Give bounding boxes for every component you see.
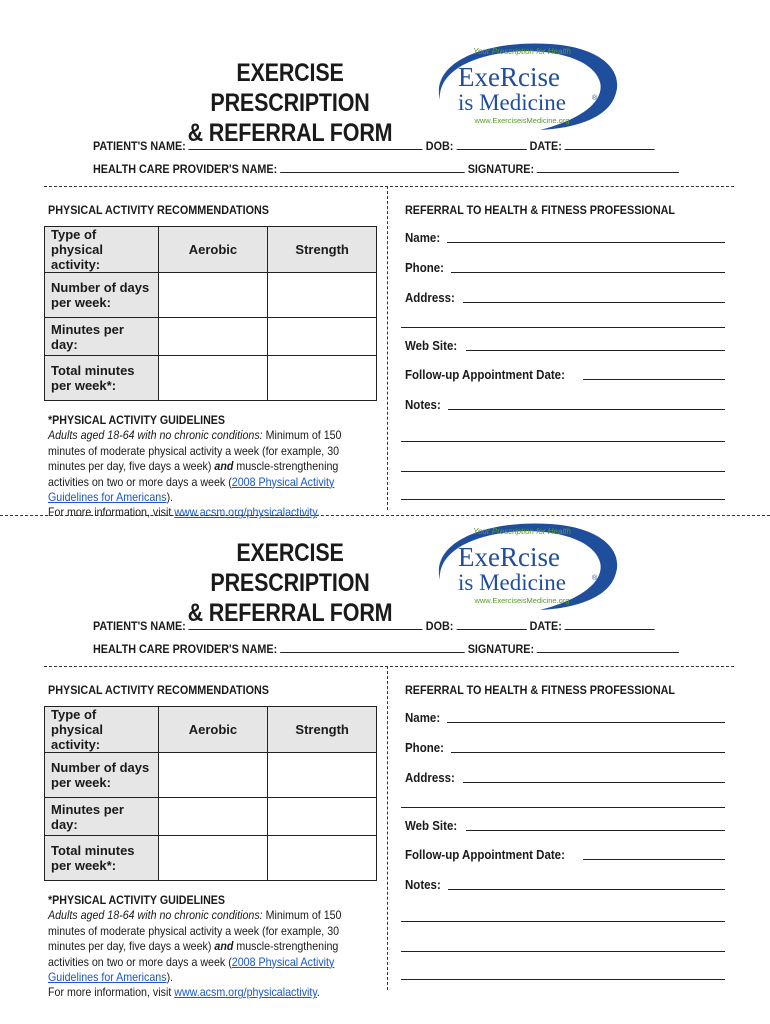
date-field[interactable] [565,139,655,150]
referral-section-title: REFERRAL TO HEALTH & FITNESS PROFESSIONAL [405,203,676,217]
type-label-cell: Type of physical activity: [45,227,159,273]
minutes-per-day-label: Minutes per day: [45,798,159,836]
logo-url: www.ExerciseisMedicine.org [474,596,570,605]
ref-phone-field[interactable] [451,752,725,753]
logo-registered: ® [592,575,598,582]
signature-field[interactable] [537,642,679,653]
ref-address-line2[interactable] [401,327,725,328]
patient-row [93,619,655,633]
patient-name-field[interactable] [189,139,423,150]
total-minutes-label: Total minutes per week*: [45,836,159,881]
aerobic-minutes-cell[interactable] [158,318,268,356]
guidelines-adults: Adults aged 18-64 with no chronic conditions: [48,909,263,923]
title-line-2: & REFERRAL FORM [187,599,393,627]
aerobic-header: Aerobic [158,227,268,273]
strength-total-cell[interactable] [268,356,377,401]
ref-notes-line2[interactable] [401,441,725,442]
referral-form-2 [0,480,770,1000]
ref-followup-field[interactable] [583,379,725,380]
ref-notes-field[interactable] [448,409,725,410]
form-title [170,538,411,628]
guidelines-block [48,893,376,1001]
ref-name-row: Name: [405,711,725,725]
strength-header: Strength [268,227,377,273]
section-divider [44,186,734,187]
title-line-1: EXERCISE PRESCRIPTION [210,539,370,597]
strength-header: Strength [268,707,377,753]
aerobic-days-cell[interactable] [158,753,268,798]
pa-section-title: PHYSICAL ACTIVITY RECOMMENDATIONS [48,683,270,697]
ref-name-field[interactable] [447,242,725,243]
ref-address-row: Address: [405,291,725,305]
logo-brand-line2: is Medicine [458,570,566,595]
provider-name-field[interactable] [280,642,465,653]
dob-label: DOB: [425,139,454,153]
ref-address-field[interactable] [463,302,725,303]
ref-notes-line2[interactable] [401,921,725,922]
referral-section-title: REFERRAL TO HEALTH & FITNESS PROFESSIONAL [405,683,676,697]
patient-name-field[interactable] [189,619,423,630]
acsm-link[interactable]: www.acsm.org/physicalactivity [174,986,317,1000]
patient-name-label: PATIENT'S NAME: [93,619,186,633]
form-title [170,58,411,148]
aerobic-minutes-cell[interactable] [158,798,268,836]
ref-phone-row: Phone: [405,741,725,755]
type-label-cell: Type of physical activity: [45,707,159,753]
patient-name-label: PATIENT'S NAME: [93,139,186,153]
guidelines-title: *PHYSICAL ACTIVITY GUIDELINES [48,894,226,907]
dob-field[interactable] [456,139,526,150]
strength-minutes-cell[interactable] [268,318,377,356]
ref-notes-line3[interactable] [401,471,725,472]
provider-row [93,642,679,656]
strength-total-cell[interactable] [268,836,377,881]
date-field[interactable] [565,619,655,630]
ref-phone-field[interactable] [451,272,725,273]
logo-registered: ® [592,95,598,102]
signature-field[interactable] [537,162,679,173]
section-divider [44,666,734,667]
pa-table [44,226,377,401]
ref-name-row: Name: [405,231,725,245]
days-per-week-label: Number of days per week: [45,753,159,798]
ref-address-line2[interactable] [401,807,725,808]
logo-tagline: Your Prescription for Health [473,47,571,56]
guidelines-title: *PHYSICAL ACTIVITY GUIDELINES [48,414,226,427]
ref-notes-line3[interactable] [401,951,725,952]
strength-days-cell[interactable] [268,753,377,798]
ref-followup-row: Follow-up Appointment Date: [405,848,725,862]
signature-label: SIGNATURE: [467,162,535,176]
more-info: For more information, visit www.acsm.org/physicalactivity. [48,986,320,1000]
ref-notes-line4[interactable] [401,979,725,980]
dob-field[interactable] [456,619,526,630]
guidelines-adults: Adults aged 18-64 with no chronic conditions: [48,429,263,443]
ref-name-field[interactable] [447,722,725,723]
column-divider [387,186,388,510]
strength-days-cell[interactable] [268,273,377,318]
ref-followup-field[interactable] [583,859,725,860]
pa-table [44,706,377,881]
date-label: DATE: [529,139,562,153]
exercise-is-medicine-logo [430,520,620,612]
aerobic-total-cell[interactable] [158,356,268,401]
column-divider [387,666,388,990]
strength-minutes-cell[interactable] [268,798,377,836]
guidelines-link[interactable]: 2008 Physical Activity Guidelines for Americans [48,955,335,985]
acsm-link[interactable]: www.acsm.org/physicalactivity [174,506,317,520]
minutes-per-day-label: Minutes per day: [45,318,159,356]
total-minutes-label: Total minutes per week*: [45,356,159,401]
ref-website-row: Web Site: [405,819,725,833]
guidelines-text: Adults aged 18-64 with no chronic conditions: Minimum of 150 minutes of moderate physical activity a week (for example, 30 minutes per day, five days a week) and muscle-strengthening activities on two or more days a week (2008 Physical Activity Guidelines for Americans). [48,909,342,985]
ref-followup-row: Follow-up Appointment Date: [405,368,725,382]
pa-section-title: PHYSICAL ACTIVITY RECOMMENDATIONS [48,203,270,217]
aerobic-days-cell[interactable] [158,273,268,318]
ref-website-field[interactable] [466,830,725,831]
title-line-1: EXERCISE PRESCRIPTION [210,59,370,117]
provider-name-field[interactable] [280,162,465,173]
provider-row [93,162,679,176]
title-line-2: & REFERRAL FORM [187,119,393,147]
ref-address-row: Address: [405,771,725,785]
ref-address-field[interactable] [463,782,725,783]
dob-label: DOB: [425,619,454,633]
ref-notes-row: Notes: [405,398,725,412]
guidelines-link[interactable]: 2008 Physical Activity Guidelines for Americans [48,475,335,505]
aerobic-total-cell[interactable] [158,836,268,881]
provider-label: HEALTH CARE PROVIDER'S NAME: [93,642,278,656]
ref-notes-row: Notes: [405,878,725,892]
signature-label: SIGNATURE: [467,642,535,656]
provider-label: HEALTH CARE PROVIDER'S NAME: [93,162,278,176]
guidelines-text: Adults aged 18-64 with no chronic conditions: Minimum of 150 minutes of moderate physical activity a week (for example, 30 minutes per day, five days a week) and muscle-strengthening activities on two or more days a week (2008 Physical Activity Guidelines for Americans). [48,429,342,505]
ref-website-row: Web Site: [405,339,725,353]
logo-url: www.ExerciseisMedicine.org [474,116,570,125]
logo-brand-line1: ExeRcise [458,542,560,572]
logo-tagline: Your Prescription for Health [473,527,571,536]
ref-notes-field[interactable] [448,889,725,890]
ref-phone-row: Phone: [405,261,725,275]
logo-brand-line1: ExeRcise [458,62,560,92]
patient-row [93,139,655,153]
ref-website-field[interactable] [466,350,725,351]
aerobic-header: Aerobic [158,707,268,753]
exercise-is-medicine-logo [430,40,620,132]
days-per-week-label: Number of days per week: [45,273,159,318]
logo-brand-line2: is Medicine [458,90,566,115]
more-info: For more information, visit www.acsm.org/physicalactivity. [48,506,320,520]
date-label: DATE: [529,619,562,633]
